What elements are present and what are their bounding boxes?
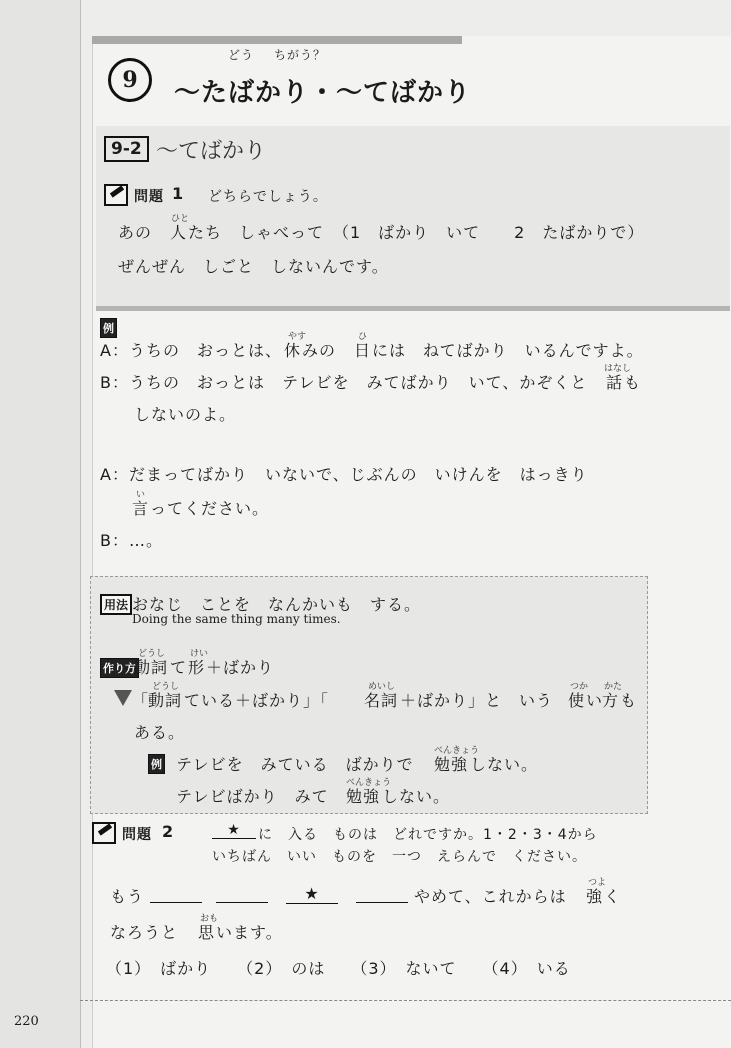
example-a1-mid: みの bbox=[302, 341, 354, 360]
note-doushi: 動詞 bbox=[148, 691, 183, 710]
chapter-title: ～たばかり・～てばかり bbox=[174, 78, 472, 108]
q2-omo: 思 bbox=[198, 923, 216, 942]
chapter-number: 9 bbox=[108, 58, 152, 102]
q2-number: 2 bbox=[162, 822, 175, 841]
note-kata-ruby: かた bbox=[604, 682, 623, 692]
ex2-benkyou-ruby: べんきょう bbox=[346, 778, 392, 788]
q1-number: 1 bbox=[172, 184, 185, 203]
q2-line1-post: やめて、これからは bbox=[414, 887, 584, 906]
q2-label: 問題 bbox=[122, 827, 152, 843]
note-a: ている＋ばかり」「 bbox=[184, 691, 330, 710]
omo-ruby: おも bbox=[200, 914, 219, 924]
pencil-icon bbox=[104, 184, 128, 206]
bottom-divider bbox=[80, 1000, 731, 1001]
q2-line1-pre: もう bbox=[110, 887, 145, 906]
note-line2: ある。 bbox=[134, 723, 186, 742]
usage-ex1-post: しない。 bbox=[470, 755, 539, 774]
q2-line2-post: います。 bbox=[216, 923, 283, 942]
form-kei: 形 bbox=[188, 658, 206, 677]
example-hi: 日 bbox=[354, 341, 372, 360]
usage-ex2-pre: テレビばかり みて bbox=[176, 787, 346, 806]
hi-ruby: ひ bbox=[358, 332, 368, 342]
ruby-chigau: ちがう？ bbox=[274, 48, 327, 62]
q2-line1-end: く bbox=[604, 887, 622, 906]
ruby-dou: どう bbox=[228, 48, 255, 62]
question-1-box bbox=[96, 126, 730, 311]
q2-instr1: に 入る ものは どれですか。1・2・3・4から bbox=[258, 827, 598, 843]
form-tag: 作り方 bbox=[100, 658, 139, 678]
note-doushi-ruby: どうし bbox=[152, 682, 180, 692]
form-kei-ruby: けい bbox=[190, 649, 209, 659]
blank-4[interactable] bbox=[356, 888, 408, 903]
note-pre: 「 bbox=[132, 691, 150, 710]
example-hanashi: 話 bbox=[606, 373, 624, 392]
example-tag: 例 bbox=[100, 318, 117, 338]
usage-ex2-benkyou: 勉強 bbox=[346, 787, 381, 806]
blank-1[interactable] bbox=[150, 888, 202, 903]
note-tsuka-ruby: つか bbox=[570, 682, 589, 692]
q1-instruction: どちらでしょう。 bbox=[208, 189, 328, 205]
usage-ex2-post: しない。 bbox=[382, 787, 451, 806]
usage-ex1-pre: テレビを みている ばかりで bbox=[176, 755, 431, 774]
note-d: も bbox=[620, 691, 638, 710]
example-a2-line1: A：だまってばかり いないで、じぶんの いけんを はっきり bbox=[100, 465, 588, 484]
chapter-header bbox=[96, 44, 730, 126]
page-number: 220 bbox=[14, 1014, 39, 1029]
usage-english: Doing the same thing many times. bbox=[132, 612, 341, 626]
q1-line1-b: たち しゃべって （1 ばかり いて 2 たばかりで） bbox=[188, 223, 645, 242]
note-tsuka: 使 bbox=[568, 691, 586, 710]
usage-ex1-benkyou: 勉強 bbox=[434, 755, 469, 774]
ex1-benkyou-ruby: べんきょう bbox=[434, 746, 480, 756]
note-kata: 方 bbox=[602, 691, 620, 710]
example-a1-post: には ねてばかり いるんですよ。 bbox=[372, 341, 644, 360]
note-meishi-ruby: めいし bbox=[368, 682, 396, 692]
q2-star-blank: ★ bbox=[212, 822, 256, 839]
top-bar bbox=[92, 36, 462, 44]
i-ruby: い bbox=[136, 490, 146, 500]
example-b2: B：…。 bbox=[100, 531, 163, 550]
q2-options: （1） ばかり （2） のは （3） ないて （4） いる bbox=[106, 959, 571, 978]
example-a1-pre: A：うちの おっとは、 bbox=[100, 341, 282, 360]
example-b1-post: も bbox=[624, 373, 642, 392]
q2-line2-pre: なろうと bbox=[110, 923, 196, 942]
example-b1-pre: B：うちの おっとは テレビを みてばかり いて、かぞくと bbox=[100, 373, 605, 392]
form-post: ＋ばかり bbox=[206, 658, 275, 677]
usage-tag: 用法 bbox=[100, 594, 132, 615]
usage-text: おなじ ことを なんかいも する。 bbox=[132, 595, 422, 614]
q1-hito: 人 bbox=[170, 223, 188, 242]
q2-instr2: いちばん いい ものを 一つ えらんで ください。 bbox=[212, 849, 587, 865]
usage-example-tag: 例 bbox=[148, 754, 165, 774]
note-b: ＋ばかり」と いう bbox=[400, 691, 571, 710]
q1-line2: ぜんぜん しごと しないんです。 bbox=[118, 257, 389, 276]
tsuyo-ruby: つよ bbox=[588, 878, 607, 888]
pencil-icon-2 bbox=[92, 822, 116, 844]
note-meishi: 名詞 bbox=[364, 691, 399, 710]
blank-2[interactable] bbox=[216, 888, 268, 903]
example-yasu: 休 bbox=[284, 341, 302, 360]
q1-line1-a: あの bbox=[118, 223, 153, 242]
note-c: い bbox=[586, 691, 604, 710]
hanashi-ruby: はなし bbox=[604, 364, 632, 374]
q1-label: 問題 bbox=[134, 189, 164, 205]
q2-tsuyo: 強 bbox=[586, 887, 604, 906]
section-title: ～てばかり bbox=[156, 139, 267, 164]
q1-hito-ruby: ひと bbox=[171, 214, 190, 224]
example-b1-line2: しないのよ。 bbox=[134, 405, 237, 424]
form-te: て bbox=[170, 658, 188, 677]
page-gutter bbox=[0, 0, 81, 1048]
section-tag: 9-2 bbox=[104, 136, 149, 162]
yasu-ruby: やす bbox=[288, 332, 307, 342]
example-i: 言 bbox=[132, 499, 150, 518]
form-doushi-ruby: どうし bbox=[138, 649, 166, 659]
form-doushi: 動詞 bbox=[134, 658, 169, 677]
warning-icon bbox=[114, 690, 132, 706]
example-a2-line2: ってください。 bbox=[150, 499, 270, 518]
blank-star[interactable]: ★ bbox=[286, 884, 338, 904]
